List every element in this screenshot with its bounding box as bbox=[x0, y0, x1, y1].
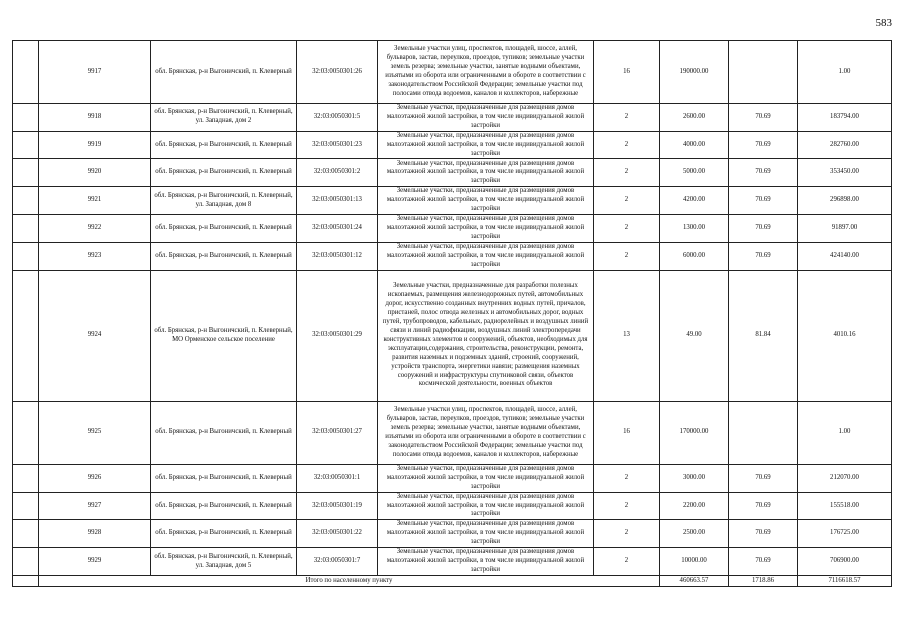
group-cell: 2 bbox=[594, 159, 660, 187]
address-cell: обл. Брянская, р-н Выгоничский, п. Клеверный, МО Орменское сельское поселение bbox=[151, 270, 297, 401]
cadastral-number-cell: 32:03:0050301:1 bbox=[297, 464, 378, 492]
cadastral-number-cell: 32:03:0050301:19 bbox=[297, 492, 378, 520]
cadastral-value-cell: 353450.00 bbox=[798, 159, 892, 187]
rate-cell: 70.69 bbox=[729, 104, 798, 132]
table-row bbox=[13, 215, 892, 243]
address-cell: обл. Брянская, р-н Выгоничский, п. Клеверный bbox=[151, 41, 297, 104]
land-use-cell: Земельные участки, предназначенные для размещения домов малоэтажной жилой застройки, в том числе индивидуальной жилой застройки bbox=[378, 492, 594, 520]
empty-cell bbox=[13, 41, 39, 104]
rate-cell: 70.69 bbox=[729, 520, 798, 548]
land-use-cell: Земельные участки, предназначенные для размещения домов малоэтажной жилой застройки, в том числе индивидуальной жилой застройки bbox=[378, 215, 594, 243]
table-row bbox=[13, 492, 892, 520]
cadastral-number-cell: 32:03:0050301:23 bbox=[297, 131, 378, 159]
group-cell: 2 bbox=[594, 131, 660, 159]
row-number: 9923 bbox=[39, 242, 151, 270]
cadastral-number-cell: 32:03:0050301:5 bbox=[297, 104, 378, 132]
empty-cell bbox=[13, 548, 39, 576]
cadastral-value-cell: 424140.00 bbox=[798, 242, 892, 270]
empty-cell bbox=[13, 270, 39, 401]
land-registry-table bbox=[12, 40, 892, 587]
address-cell: обл. Брянская, р-н Выгоничский, п. Клеверный bbox=[151, 401, 297, 464]
empty-cell bbox=[13, 131, 39, 159]
empty-cell bbox=[13, 187, 39, 215]
table-row bbox=[13, 41, 892, 104]
area-cell: 2600.00 bbox=[660, 104, 729, 132]
row-number: 9926 bbox=[39, 464, 151, 492]
group-cell: 2 bbox=[594, 492, 660, 520]
total-label: Итого по населенному пункту bbox=[39, 576, 660, 587]
table-row bbox=[13, 242, 892, 270]
cadastral-number-cell: 32:03:0050301:26 bbox=[297, 41, 378, 104]
empty-cell bbox=[13, 520, 39, 548]
row-number: 9921 bbox=[39, 187, 151, 215]
land-use-cell: Земельные участки, предназначенные для размещения домов малоэтажной жилой застройки, в том числе индивидуальной жилой застройки bbox=[378, 159, 594, 187]
row-number: 9925 bbox=[39, 401, 151, 464]
empty-cell bbox=[13, 492, 39, 520]
group-cell: 2 bbox=[594, 520, 660, 548]
land-use-cell: Земельные участки улиц, проспектов, площадей, шоссе, аллей, бульваров, застав, переулков, проездов, тупиков; земельные участки земель резерва; земельные участки, занятые водными объектами, изъятыми из оборота или ограниченными в обороте в соответствии с законодательством Российской Федерации; земельные участки под полосами отвода водоемов, каналов и коллекторов, набережные bbox=[378, 401, 594, 464]
cadastral-number-cell: 32:03:0050301:2 bbox=[297, 159, 378, 187]
row-number: 9922 bbox=[39, 215, 151, 243]
cadastral-value-cell: 282760.00 bbox=[798, 131, 892, 159]
empty-cell bbox=[13, 242, 39, 270]
area-cell: 10000.00 bbox=[660, 548, 729, 576]
land-use-cell: Земельные участки, предназначенные для размещения домов малоэтажной жилой застройки, в том числе индивидуальной жилой застройки bbox=[378, 104, 594, 132]
cadastral-number-cell: 32:03:0050301:22 bbox=[297, 520, 378, 548]
land-use-cell: Земельные участки, предназначенные для размещения домов малоэтажной жилой застройки, в том числе индивидуальной жилой застройки bbox=[378, 242, 594, 270]
row-number: 9928 bbox=[39, 520, 151, 548]
land-use-cell: Земельные участки, предназначенные для размещения домов малоэтажной жилой застройки, в том числе индивидуальной жилой застройки bbox=[378, 464, 594, 492]
address-cell: обл. Брянская, р-н Выгоничский, п. Клеверный bbox=[151, 242, 297, 270]
rate-cell: 81.84 bbox=[729, 270, 798, 401]
row-number: 9918 bbox=[39, 104, 151, 132]
rate-cell: 70.69 bbox=[729, 548, 798, 576]
cadastral-value-cell: 706900.00 bbox=[798, 548, 892, 576]
area-cell: 1300.00 bbox=[660, 215, 729, 243]
address-cell: обл. Брянская, р-н Выгоничский, п. Клеверный, ул. Западная, дом 8 bbox=[151, 187, 297, 215]
cadastral-value-cell: 91897.00 bbox=[798, 215, 892, 243]
rate-cell: 70.69 bbox=[729, 242, 798, 270]
area-cell: 5000.00 bbox=[660, 159, 729, 187]
cadastral-number-cell: 32:03:0050301:12 bbox=[297, 242, 378, 270]
address-cell: обл. Брянская, р-н Выгоничский, п. Клеверный, ул. Западная, дом 5 bbox=[151, 548, 297, 576]
rate-cell: 70.69 bbox=[729, 131, 798, 159]
rate-cell: 70.69 bbox=[729, 464, 798, 492]
land-use-cell: Земельные участки, предназначенные для разработки полезных ископаемых, размещения железнодорожных путей, автомобильных дорог, искусственно созданных внутренних водных путей, причалов, пристаней, полос отвода железных и автомобильных дорог, водных путей, трубопроводов, кабельных, радиорелейных и воздушных линий связи и линий радиофикации, воздушных линий электропередачи конструктивных элементов и сооружений, объектов, необходимых для эксплуатации,содержания, строительства, реконструкции, ремонта, развития наземных и подземных зданий, строений, сооружений, устройств транспорта, энергетики навязи; размещения наземных сооружений и инфраструктуры спутниковой связи, объектов космической деятельности, военных объектов bbox=[378, 270, 594, 401]
land-use-cell: Земельные участки, предназначенные для размещения домов малоэтажной жилой застройки, в том числе индивидуальной жилой застройки bbox=[378, 520, 594, 548]
area-cell: 3000.00 bbox=[660, 464, 729, 492]
area-cell: 190000.00 bbox=[660, 41, 729, 104]
cadastral-number-cell: 32:03:0050301:13 bbox=[297, 187, 378, 215]
row-number: 9920 bbox=[39, 159, 151, 187]
cadastral-number-cell: 32:03:0050301:24 bbox=[297, 215, 378, 243]
land-use-cell: Земельные участки, предназначенные для размещения домов малоэтажной жилой застройки, в том числе индивидуальной жилой застройки bbox=[378, 187, 594, 215]
area-cell: 6000.00 bbox=[660, 242, 729, 270]
rate-cell: 70.69 bbox=[729, 159, 798, 187]
group-cell: 2 bbox=[594, 242, 660, 270]
area-cell: 170000.00 bbox=[660, 401, 729, 464]
row-number: 9929 bbox=[39, 548, 151, 576]
group-cell: 2 bbox=[594, 187, 660, 215]
group-cell: 2 bbox=[594, 104, 660, 132]
land-use-cell: Земельные участки, предназначенные для размещения домов малоэтажной жилой застройки, в том числе индивидуальной жилой застройки bbox=[378, 131, 594, 159]
row-number: 9927 bbox=[39, 492, 151, 520]
empty-cell bbox=[13, 401, 39, 464]
page-number: 583 bbox=[875, 17, 892, 29]
row-number: 9919 bbox=[39, 131, 151, 159]
area-cell: 4200.00 bbox=[660, 187, 729, 215]
row-number: 9924 bbox=[39, 270, 151, 401]
address-cell: обл. Брянская, р-н Выгоничский, п. Клеверный bbox=[151, 215, 297, 243]
total-area: 460663.57 bbox=[660, 576, 729, 587]
rate-cell: 70.69 bbox=[729, 492, 798, 520]
cadastral-number-cell: 32:03:0050301:29 bbox=[297, 270, 378, 401]
address-cell: обл. Брянская, р-н Выгоничский, п. Клеверный, ул. Западная, дом 2 bbox=[151, 104, 297, 132]
rate-cell: 70.69 bbox=[729, 187, 798, 215]
group-cell: 16 bbox=[594, 41, 660, 104]
row-number: 9917 bbox=[39, 41, 151, 104]
table-row bbox=[13, 131, 892, 159]
group-cell: 16 bbox=[594, 401, 660, 464]
rate-cell: 70.69 bbox=[729, 215, 798, 243]
total-value: 7116618.57 bbox=[798, 576, 892, 587]
cadastral-number-cell: 32:03:0050301:7 bbox=[297, 548, 378, 576]
cadastral-value-cell: 4010.16 bbox=[798, 270, 892, 401]
total-row bbox=[13, 576, 892, 587]
table-row bbox=[13, 401, 892, 464]
area-cell: 49.00 bbox=[660, 270, 729, 401]
group-cell: 13 bbox=[594, 270, 660, 401]
total-rate: 1718.86 bbox=[729, 576, 798, 587]
empty-cell bbox=[13, 159, 39, 187]
area-cell: 2200.00 bbox=[660, 492, 729, 520]
address-cell: обл. Брянская, р-н Выгоничский, п. Клеверный bbox=[151, 159, 297, 187]
cadastral-value-cell: 296898.00 bbox=[798, 187, 892, 215]
group-cell: 2 bbox=[594, 548, 660, 576]
table-row bbox=[13, 187, 892, 215]
table-row bbox=[13, 104, 892, 132]
table-row bbox=[13, 548, 892, 576]
empty-cell bbox=[13, 215, 39, 243]
table-row bbox=[13, 159, 892, 187]
address-cell: обл. Брянская, р-н Выгоничский, п. Клеверный bbox=[151, 131, 297, 159]
table-row bbox=[13, 520, 892, 548]
total-empty-cell bbox=[13, 576, 39, 587]
rate-cell bbox=[729, 401, 798, 464]
area-cell: 4000.00 bbox=[660, 131, 729, 159]
cadastral-value-cell: 183794.00 bbox=[798, 104, 892, 132]
cadastral-value-cell: 1.00 bbox=[798, 41, 892, 104]
cadastral-number-cell: 32:03:0050301:27 bbox=[297, 401, 378, 464]
group-cell: 2 bbox=[594, 464, 660, 492]
empty-cell bbox=[13, 104, 39, 132]
rate-cell bbox=[729, 41, 798, 104]
empty-cell bbox=[13, 464, 39, 492]
table-row bbox=[13, 464, 892, 492]
address-cell: обл. Брянская, р-н Выгоничский, п. Клеверный bbox=[151, 492, 297, 520]
land-use-cell: Земельные участки, предназначенные для размещения домов малоэтажной жилой застройки, в том числе индивидуальной жилой застройки bbox=[378, 548, 594, 576]
group-cell: 2 bbox=[594, 215, 660, 243]
address-cell: обл. Брянская, р-н Выгоничский, п. Клеверный bbox=[151, 464, 297, 492]
address-cell: обл. Брянская, р-н Выгоничский, п. Клеверный bbox=[151, 520, 297, 548]
cadastral-value-cell: 212070.00 bbox=[798, 464, 892, 492]
cadastral-value-cell: 155518.00 bbox=[798, 492, 892, 520]
table-row bbox=[13, 270, 892, 401]
cadastral-value-cell: 1.00 bbox=[798, 401, 892, 464]
area-cell: 2500.00 bbox=[660, 520, 729, 548]
cadastral-value-cell: 176725.00 bbox=[798, 520, 892, 548]
land-use-cell: Земельные участки улиц, проспектов, площадей, шоссе, аллей, бульваров, застав, переулков, проездов, тупиков; земельные участки земель резерва; земельные участки, занятые водными объектами, изъятыми из оборота или ограниченными в обороте в соответствии с законодательством Российской Федерации; земельные участки под полосами отвода водоемов, каналов и коллекторов, набережные bbox=[378, 41, 594, 104]
